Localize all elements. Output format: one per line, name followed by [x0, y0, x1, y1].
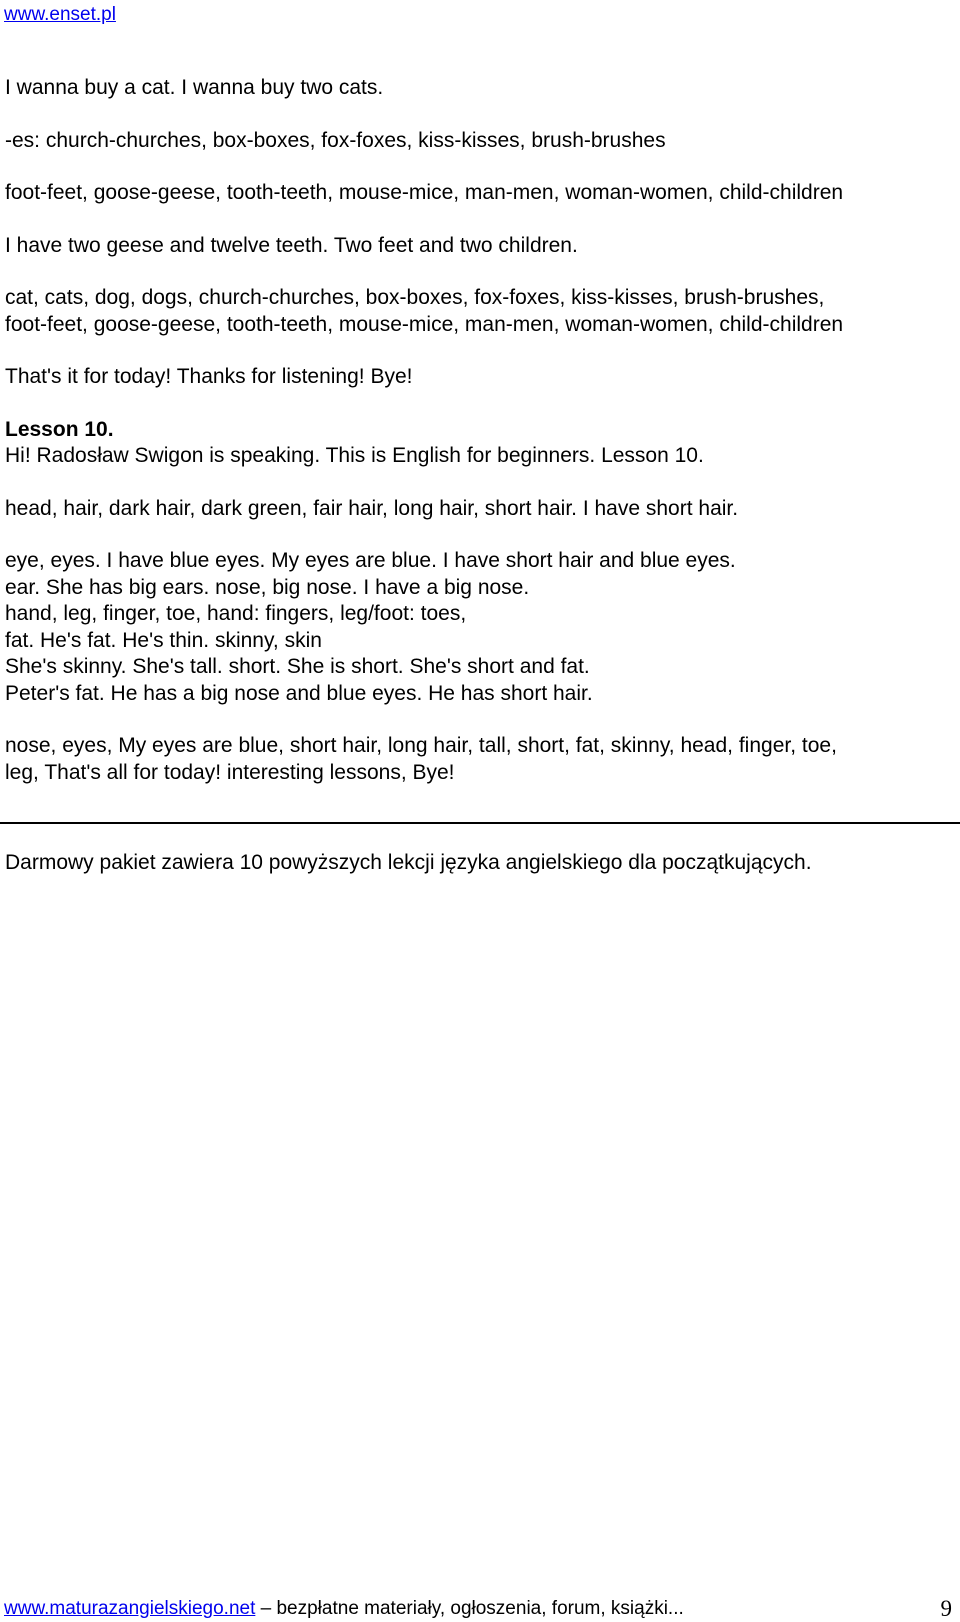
footer-text: – bezpłatne materiały, ogłoszenia, forum, książki...: [255, 1598, 684, 1619]
text-line: leg, That's all for today! interesting lessons, Bye!: [5, 760, 455, 784]
text-line: Peter's fat. He has a big nose and blue eyes. He has short hair.: [5, 681, 593, 705]
text-line: fat. He's fat. He's thin. skinny, skin: [5, 628, 322, 652]
text-line: ear. She has big ears. nose, big nose. I have a big nose.: [5, 575, 530, 599]
text-line: -es: church-churches, box-boxes, fox-foxes, kiss-kisses, brush-brushes: [5, 128, 666, 152]
paragraph-10: [5, 733, 945, 786]
text-line: hand, leg, finger, toe, hand: fingers, leg/foot: toes,: [5, 602, 467, 625]
header-site-link[interactable]: www.enset.pl: [4, 4, 116, 25]
horizontal-rule: [0, 822, 960, 824]
footer-site-link[interactable]: www.maturazangielskiego.net: [4, 1598, 256, 1619]
text-line: nose, eyes, My eyes are blue, short hair, long hair, tall, short, fat, skinny, head, finger, toe,: [5, 734, 837, 757]
page-number: 9: [940, 1596, 952, 1621]
paragraph-5: [5, 285, 945, 338]
text-line: foot-feet, goose-geese, tooth-teeth, mouse-mice, man-men, woman-women, child-children: [5, 312, 844, 336]
paragraph-2: [5, 128, 945, 155]
text-line: I have two geese and twelve teeth. Two feet and two children.: [5, 233, 578, 257]
paragraph-6: [5, 364, 945, 391]
package-note: Darmowy pakiet zawiera 10 powyższych lekcji języka angielskiego dla początkujących.: [5, 851, 812, 874]
paragraph-3: [5, 180, 945, 207]
paragraph-9: [5, 548, 945, 707]
text-line: eye, eyes. I have blue eyes. My eyes are blue. I have short hair and blue eyes.: [5, 549, 736, 572]
text-line: cat, cats, dog, dogs, church-churches, box-boxes, fox-foxes, kiss-kisses, brush-brushes,: [5, 286, 825, 309]
text-line: That's it for today! Thanks for listening! Bye!: [5, 365, 413, 388]
lesson-content: [5, 75, 945, 812]
lesson-heading: Lesson 10.: [5, 417, 114, 441]
text-line: I wanna buy a cat. I wanna buy two cats.: [5, 76, 384, 99]
text-line: Hi! Radosław Swigon is speaking. This is English for beginners. Lesson 10.: [5, 444, 704, 467]
text-line: head, hair, dark hair, dark green, fair hair, long hair, short hair. I have short hair.: [5, 496, 739, 520]
paragraph-7: [5, 417, 945, 470]
text-line: foot-feet, goose-geese, tooth-teeth, mouse-mice, man-men, woman-women, child-children: [5, 181, 844, 204]
page-footer: [4, 1597, 684, 1621]
paragraph-4: [5, 233, 945, 260]
paragraph-8: [5, 496, 945, 523]
paragraph-1: [5, 75, 945, 102]
text-line: She's skinny. She's tall. short. She is short. She's short and fat.: [5, 655, 590, 678]
